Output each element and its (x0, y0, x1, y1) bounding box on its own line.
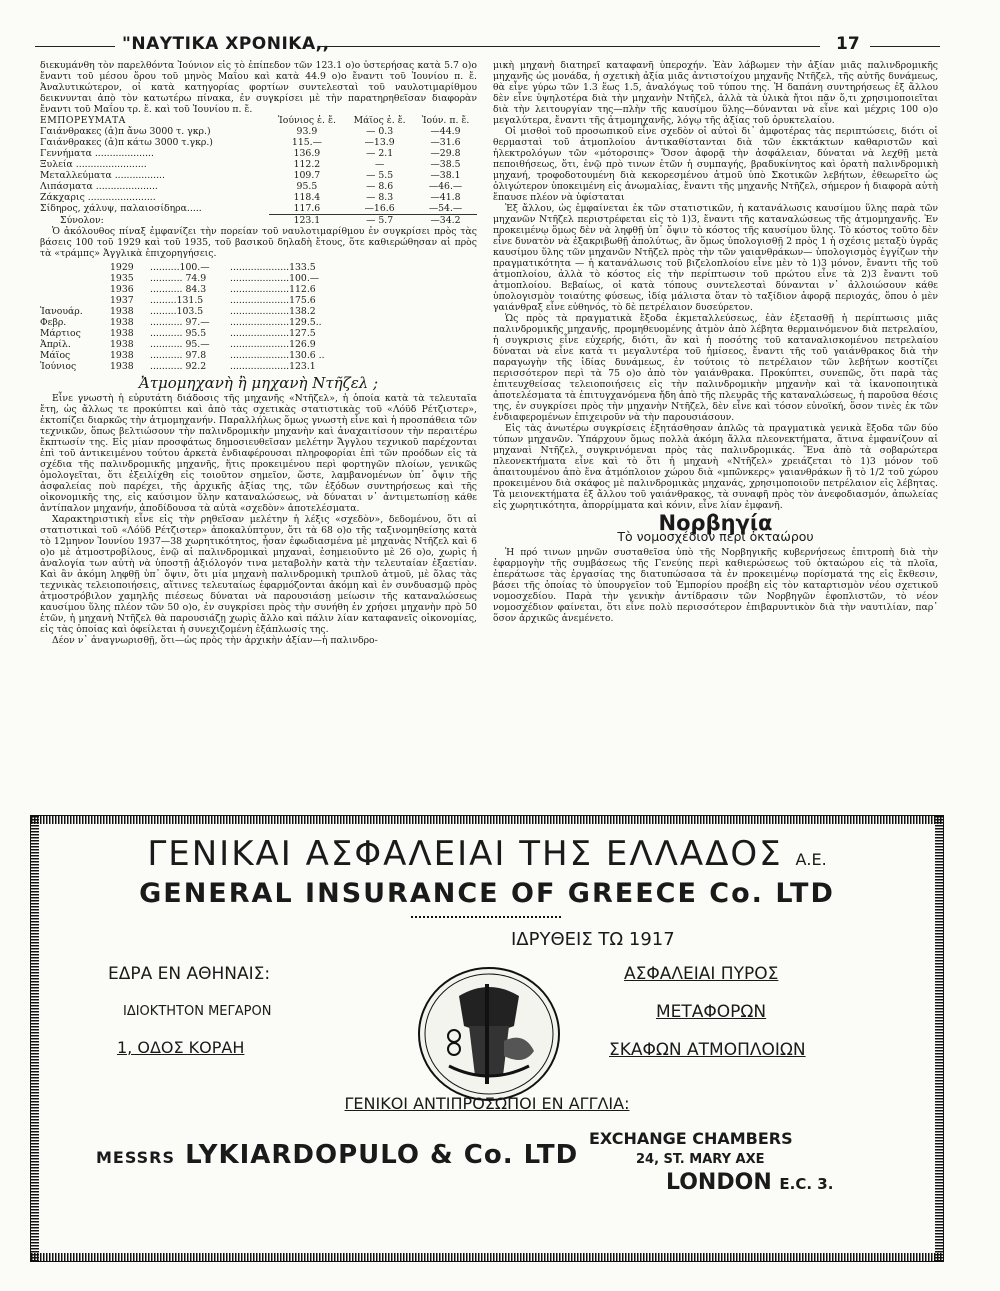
index-cell: 1938 (110, 306, 134, 317)
table-header-cell: Μάϊος ἐ. ἔ. (353, 115, 406, 126)
table-cell: — 5.5 (366, 170, 394, 181)
norway-heading: Νορβηγία (658, 511, 773, 535)
ad-steamship-insurance: ΣΚΑΦΩΝ ΑΤΜΟΠΛΟΙΩΝ (609, 1040, 806, 1060)
index-cell: ........... 92.2 (150, 361, 207, 372)
index-intro-paragraph: Ὁ ἀκόλουθος πίναξ ἐμφανίζει τὴν πορείαν τοῦ ναυλοτιμαρίθμου ἐν συγκρίσει πρὸς τὰς βάσεις 100 τοῦ 1929 καὶ τοῦ 1935, τοῦ βασικοῦ δηλαδὴ ἔτους, ὅτε καθιερώθησαν αἱ πρὸς τὰ «τράμπς» Ἀγγλικὰ ἐπιχορηγήσεις. (40, 226, 477, 259)
ad-city (666, 1170, 833, 1195)
index-cell: ........... 95.5 (150, 328, 207, 339)
table-header-row (40, 115, 477, 126)
insurance-advertisement (30, 815, 944, 1262)
table-cell: 112.2 (293, 159, 321, 170)
body-paragraph: Εἰς τὰς ἀνωτέρω συγκρίσεις ἐξητάσθησαν ἁπλῶς τὰ πραγματικὰ γενικὰ ἔξοδα τῶν δύο τύπων μηχανῶν. Ὑπάρχουν ὅμως πολλὰ ἀκόμη ἄλλα πλεονεκτήματα, ἅτινα ἐμφανίζουν αἱ μηχαναὶ Ντῆζελ, συγκρινόμεναι πρὸς τὰς παλινδρομικάς. Ἕνα ἀπὸ τὰ σοβαρώτερα πλεονεκτήματα εἶνε καὶ τὸ ὅτι ἡ μηχανὴ «Ντῆζελ» χρειάζεται τὸ 1)3 μόνον τοῦ ἀπαιτουμένου ἀπὸ ἕνα ἀτμόπλοιον χώρου διὰ «μπῶνκερς» γαιανθράκων ἢ τὸ 1/2 τοῦ χώρου προκειμένου διὰ σκάφος μὲ παλινδρομικὰς μηχανάς, χρησιμοποιοῦν πετρέλαιον εἰς λέβητας. Τὰ μειονεκτήματα ἐξ ἄλλου τοῦ γαιάνθρακος, τὰ συναφῆ πρὸς τὸν ἀνεφοδιασμόν, ἀπωλείας εἰς χωρητικότητα, ἀπορρίμματα καὶ κόνιν, εἶνε λίαν ἐμφανῆ. (493, 423, 938, 511)
index-cell: ........... 97.8 (150, 350, 207, 361)
index-cell: ....................175.6 (230, 295, 316, 306)
table-cell: —31.6 (430, 137, 461, 148)
section-heading: Ἀτμομηχανὴ ἢ μηχανὴ Ντῆζελ ; (138, 374, 379, 392)
index-cell (40, 295, 110, 306)
norway-subheading: Τὸ νομοσχέδιον περὶ ὀκταώρου (617, 529, 814, 544)
table-cell: Σύνολον: (60, 214, 104, 226)
table-cell: Μεταλλεύματα ................. (40, 170, 165, 181)
ad-seat: ΕΔΡΑ ΕΝ ΑΘΗΝΑΙΣ: (108, 964, 271, 984)
table-cell: —34.2 (414, 215, 477, 227)
index-cell: ........... 95.— (150, 339, 210, 350)
table-cell: Γαιάνθρακες (ἀ)π ἄνω 3000 τ. γκρ.) (40, 126, 211, 137)
index-cell: 1936 (110, 284, 134, 295)
ad-title-greek-text: ΓΕΝΙΚΑΙ ΑΣΦΑΛΕΙΑΙ ΤΗΣ ΕΛΛΑΔΟΣ (147, 834, 783, 874)
index-cell: 1938 (110, 339, 134, 350)
index-cell: ....................112.6 (230, 284, 316, 295)
table-cell: 123.1 (269, 215, 346, 227)
ad-founded: ΙΔΡΥΘΕΙΣ ΤΩ 1917 (511, 929, 675, 950)
body-paragraph: Ὡς πρὸς τὰ πραγματικὰ ἔξοδα ἐκμεταλλεύσεως, ἐὰν ἐξετασθῇ ἡ περίπτωσις μιᾶς παλινδρομικῆς μηχανῆς, προμηθευομένης ἀτμὸν ἀπὸ λέβητα θερμαινόμενον διὰ πετρελαίου, ἡ συγκρισις εἶνε εὐχερής, διότι, ἂν καὶ ἡ ποσότης τοῦ καταναλισκομένου πετρελαίου δύναται νὰ εἶνε κατὰ τι μεγαλυτέρα τοῦ ἡμίσεος, ἔναντι τῆς τοῦ γαιάνθρακος διὰ τὴν παραγωγὴν τῆς ἰδίας δυνάμεως, ἐν τούτοις τὸ πετρέλαιον τῶν λεβήτων κοστίζει περισσότερον περὶ τὰ 75 ο)ο ἀπὸ τὸν γαιάνθρακα. Προκύπτει, συνεπῶς, ὅτι παρὰ τὰς ἐπιτευχθείσας τελειοποιήσεις εἰς τὴν παλινδρομικὴν μηχανὴν καὶ τὰ ἱκανοποιητικὰ ἀποτελέσματα τὰ ἐπιτυγχανόμενα ἤδη ἀπὸ τῆς πλευρᾶς τῆς καταναλώσεως, ἡ παροῦσα θέσις της, ἐν συγκρίσει πρὸς τὴν μηχανὴν Ντῆζελ, δὲν εἶνε καὶ τόσον εὐνοϊκή, ὅσον τινὲς ἐκ τῶν ἐνδιαφερομένων ἐπιχειροῦν νὰ τὴν παρουσιάσουν. (493, 313, 938, 423)
index-row (40, 306, 477, 317)
ad-firm (96, 1140, 578, 1170)
index-cell (40, 262, 110, 273)
table-cell: Ζάκχαρις ....................... (40, 192, 156, 203)
table-row (40, 170, 477, 181)
index-cell: 1935 (110, 273, 134, 284)
table-cell: 95.5 (296, 181, 318, 192)
body-paragraph: Δέον ν᾽ ἀναγνωρισθῇ, ὅτι—ὡς πρὸς τὴν ἀρχικὴν ἀξίαν—ἡ παλινδρο- (52, 635, 378, 646)
table-cell: — 8.3 (366, 192, 394, 203)
table-cell: —13.9 (364, 137, 395, 148)
table-cell: 118.4 (293, 192, 321, 203)
index-row (40, 328, 477, 339)
ad-firm-name: LYKIARDOPULO & Co. LTD (185, 1140, 579, 1170)
index-row (40, 361, 477, 372)
table-header-cell: Ἰούνιος ἐ. ἔ. (277, 115, 336, 126)
ad-border-bottom (31, 1253, 943, 1261)
index-cell: 1938 (110, 317, 134, 328)
freight-rates-table (40, 115, 477, 226)
index-cell: 1929 (110, 262, 134, 273)
freight-index-list (40, 262, 477, 372)
table-row (40, 203, 477, 215)
index-cell: ....................100.— (230, 273, 320, 284)
index-cell: Ἰανουάρ. (40, 306, 83, 317)
ad-fire-insurance: ΑΣΦΑΛΕΙΑΙ ΠΥΡΟΣ (624, 964, 779, 984)
table-row (40, 148, 477, 159)
table-row (40, 126, 477, 137)
index-cell: ....................123.1 (230, 361, 316, 372)
table-cell: — (374, 159, 385, 170)
freight-intro-paragraph: διεκυμάνθη τὸν παρελθόντα Ἰούνιον εἰς τὸ ἐπίπεδον τῶν 123.1 ο)ο ὑστερήσας κατὰ 5.7 ο)ο ἔναντι τοῦ μέσου ὅρου τοῦ μηνὸς Μαΐου καὶ κατὰ 44.9 ο)ο ἔναντι τοῦ Ἰουνίου π. ἔ. Ἀναλυτικώτερον, οἱ κατὰ κατηγορίας φορτίων συντελεσταὶ τοῦ ναυλοτιμαρίθμου δεικνυνται ἀπὸ τὸν κατωτέρω πίνακα, ἐν συγκρίσει μὲ τὴν παρατηρηθεῖσαν διαφορὰν ἔναντι τοῦ Μαΐου τρ. ἔ. καὶ τοῦ Ἰουνίου π. ἔ. (40, 60, 477, 115)
index-cell: 1937 (110, 295, 134, 306)
index-row (40, 295, 477, 306)
index-row (40, 262, 477, 273)
table-cell: — 5.7 (345, 215, 414, 227)
table-cell: — 2.1 (366, 148, 394, 159)
index-cell: ....................130.6 .. (230, 350, 325, 361)
table-cell: — 0.3 (366, 126, 394, 137)
index-cell: ....................138.2 (230, 306, 316, 317)
index-cell: ..........100.— (150, 262, 210, 273)
index-cell: 1938 (110, 350, 134, 361)
table-cell: 117.6 (293, 203, 321, 214)
ad-title-greek-suffix: Α.Ε. (795, 850, 827, 869)
table-cell: Σίδηρος, χάλυψ, παλαιοσίδηρα..... (40, 203, 202, 214)
table-cell: Λιπάσματα ..................... (40, 181, 158, 192)
index-cell: .........131.5 (150, 295, 204, 306)
table-total-row (40, 215, 477, 227)
ad-border-top (31, 816, 943, 824)
index-row (40, 339, 477, 350)
emblem-icon (409, 956, 569, 1106)
index-cell (40, 284, 110, 295)
ad-exchange: EXCHANGE CHAMBERS (589, 1129, 793, 1148)
index-cell: Ἰούνιος (40, 361, 77, 372)
ad-owned-building: ΙΔΙΟΚΤΗΤΟΝ ΜΕΓΑΡΟΝ (123, 1004, 272, 1019)
table-cell: Γαιάνθρακες (ἀ)π κάτω 3000 τ.γκρ.) (40, 137, 213, 148)
ad-agents (31, 1094, 943, 1113)
publication-title: "ΝΑΥΤΙΚΑ ΧΡΟΝΙΚΑ,, (122, 34, 330, 54)
index-cell: ........... 97.— (150, 317, 210, 328)
index-row (40, 284, 477, 295)
table-cell: 136.9 (293, 148, 321, 159)
table-row (40, 137, 477, 148)
table-cell: — 8.6 (366, 181, 394, 192)
index-cell: .........103.5 (150, 306, 204, 317)
table-cell: —54.— (428, 203, 463, 214)
table-cell: 93.9 (296, 126, 318, 137)
index-cell: 1938 (110, 328, 134, 339)
ad-address: 24, ST. MARY AXE (636, 1152, 765, 1167)
index-cell: ........... 74.9 (150, 273, 207, 284)
body-paragraph: Χαρακτηριστικὴ εἶνε εἰς τὴν ρηθεῖσαν μελέτην ἡ λέξις «σχεδὸν», δεδομένου, ὅτι αἱ στατιστικαὶ τοῦ «Λόϋδ Ρέτζιστερ» ἀποκαλύπτουν, ὅτι τὰ 68 ο)ο τῆς ταξινομηθείσης κατὰ τὸ 12μηνον Ἰουνίου 1937—38 χωρητικότητος, ἦσαν ἐφωδιασμένα μὲ μηχανὰς Ντῆζελ καὶ 6 ο)ο μὲ ἀτμοστροβίλους, ἐνῷ αἱ παλινδρομικαὶ μηχαναὶ, ἐσημειοῦντο μὲ 26 ο)ο, χωρὶς ἡ ἀναλογία των αὐτὴ νὰ ὑποστῇ ἀξιόλογόν τινα μεταβολὴν κατὰ τὴν τελευταίαν ἐξαετίαν. Καὶ ἂν ἀκόμη ληφθῇ ὑπ᾽ ὄψιν, ὅτι μία μηχανὴ παλινδρομικὴ τριπλοῦ ἀτμοῦ, μὲ ὅλας τὰς τεχνικὰς τελειοποιήσεις, αἵτινες τελευταίως ἐφαρμόζονται ἀκόμη καὶ ἐν συνδυασμῷ πρὸς ἀτμοστρόβιλον χαμηλῆς πιέσεως δύναται νὰ παρουσιάσῃ μείωσιν τῆς καταναλώσεως καυσίμου ὕλης πλέον τῶν 50 ο)ο, ἐν συγκρίσει πρὸς τὴν συνήθη ἐν χρήσει μηχανὴν πρὸ 50 ἐτῶν, ἡ μηχανὴ Ντῆζελ θὰ παρουσιάζῃ χωρὶς ἄλλο καὶ πάλιν λίαν καταφανεῖς οἰκονομίας, εἰς τὰς ὁποίας καὶ ὀφείλεται ἡ συνεχιζομένη ἐξάπλωσίς της. (40, 514, 477, 635)
table-cell: —44.9 (430, 126, 461, 137)
header-rule-middle (320, 46, 820, 47)
body-paragraph: Εἶνε γνωστὴ ἡ εὐρυτάτη διάδοσις τῆς μηχανῆς «Ντῆζελ», ἡ ὁποία κατὰ τὰ τελευταῖα ἔτη, ὡς ἄλλως τε προκύπτει καὶ ἀπὸ τὰς σχετικὰς στατιστικὰς τοῦ «Λόϋδ Ρέτζιστερ», ἐκτοπίζει διαρκῶς τὴν ἀτμομηχανήν. Παραλλήλως ὅμως γνωστὴ εἶνε καὶ ἡ προσπάθεια τῶν τεχνικῶν, ὅπως βελτιώσουν τὴν παλινδρομικὴν μηχανὴν καὶ ἀναχαιτίσουν τὴν περαιτέρω ἔκπτωσίν της. Εἰς μίαν προσφάτως δημοσιευθεῖσαν μελέτην Ἄγγλου τεχνικοῦ παρέχονται ἐπὶ τοῦ ἀντικειμένου τούτου ἀρκετὰ ἐνδιαφέρουσαι πληροφορίαι ἐπὶ τῶν προόδων εἰς τὰ σχέδια τῆς παλινδρομικῆς μηχανῆς, ἥτις προκειμένου περὶ φορτηγῶν πλοίων, γενικῶς ὁμολογεῖται, ὅτι ἐξειλίχθη εἰς τοιοῦτον σημεῖον, ὥστε, λαμβανομένων ὑπ᾽ ὄψιν τῆς ἀσφαλείας ποὺ παρέχει, τῆς ἀρχικῆς ἀξίας της, τῶν ἐξόδων συντηρήσεως καὶ τῆς οἰκονομικῆς της, εἰς καύσιμον ὕλην καταναλώσεως, νὰ δύναται ν᾽ ἀντιμετωπίσῃ κάθε ἀντίπαλον μηχανήν, ἀποδίδουσα τὰ αὐτὰ «σχεδὸν» ἀποτελέσματα. (40, 393, 477, 514)
table-cell: 115.— (291, 137, 322, 148)
index-cell: ....................129.5.. (230, 317, 322, 328)
left-column (40, 60, 477, 646)
body-paragraph: μικὴ μηχανὴ διατηρεῖ καταφανῆ ὑπεροχήν. Ἐὰν λάβωμεν τὴν ἀξίαν μιᾶς παλινδρομικῆς μηχανῆς ὡς μονάδα, ἡ σχετικὴ ἀξία μιᾶς ἀντιστοίχου μηχανῆς Ντῆζελ, τῆς αὐτῆς δυνάμεως, θὰ εἶνε γύρω τῶν 1.3 ἕως 1.5, ἀναλόγως τοῦ τύπου της. Ἡ δαπάνη συντηρήσεως ἐξ ἄλλου δὲν εἶνε ὑψηλοτέρα διὰ τὴν μηχανὴν Ντῆζελ, ἀλλὰ τὰ ὑλικὰ ἤτοι πᾶν ὅ,τι χρησιμοποιεῖται διὰ τὴν λειτουργίαν της—πλὴν τῆς καυσίμου ὕλης—δύνανται νὰ εἶνε καὶ μέχρις 100 ο)ο μεγαλύτερα, ἔναντι τῆς ἀτμομηχανῆς, λόγῳ τῆς ἀξίας τοῦ ὀρυκτελαίου. (493, 60, 938, 126)
ad-title-greek (31, 834, 943, 874)
body-paragraph: Ἡ πρό τινων μηνῶν συσταθεῖσα ὑπὸ τῆς Νορβηγικῆς κυβερνήσεως ἐπιτροπὴ διὰ τὴν ἐφαρμογὴν τῆς συμβάσεως τῆς Γενεύης περὶ καθιερώσεως τοῦ ὀκταώρου εἰς τὰ πλοῖα, ἐπεράτωσε τὰς ἐργασίας της διατυπώσασα τὰ ἐν προκειμένῳ πορίσματά της εἰς ἔκθεσιν, βάσει τῆς ὁποίας τὸ ὑπουργεῖον τοῦ Ἐμπορίου προέβη εἰς τὸν καταρτισμὸν νέου σχετικοῦ νομοσχεδίου. Παρὰ τὴν γενικὴν ἀντίδρασιν τῶν Νορβηγῶν ἐφοπλιστῶν, τὸ νέον νομοσχέδιον φαίνεται, ὅτι εἶνε πολὺ περισσότερον ἐπιβαρυντικὸν διὰ τὴν ναυτιλίαν, παρ᾽ ὅσον ἀρχικῶς ἀνεμένετο. (493, 547, 938, 624)
table-header-cell: Ἰούν. π. ἔ. (421, 115, 470, 126)
table-cell: —38.1 (430, 170, 461, 181)
table-header-cell: ΕΜΠΟΡΕΥΜΑΤΑ (40, 115, 126, 126)
ad-marine-insurance: ΜΕΤΑΦΟΡΩΝ (656, 1002, 767, 1022)
body-paragraph: Ἐξ ἄλλου, ὡς ἐμφαίνεται ἐκ τῶν στατιστικῶν, ἡ κατανάλωσις καυσίμου ὕλης παρὰ τῶν μηχανῶν Ντῆζελ περιστρέφεται εἰς τὸ 1)3, ἔναντι τῆς καταναλώσεως τῆς ἀτμομηχανῆς. Ἐν προκειμένῳ ὅμως δὲν νὰ ληφθῇ ὑπ᾽ ὄψιν τὸ κόστος τῆς καυσίμου ὕλης. Τὸ κόστος τοῦτο δὲν εἶνε δυνατὸν νὰ ἐξακριβωθῇ ἀπολύτως, ἂν ὅμως ὑπολογισθῇ 2 πρὸς 1 ἡ σχέσις μεταξὺ ὑγρᾶς καυσίμου ὕλης τῶν μηχανῶν Ντῆζελ πρὸς τὴν τῶν γαιανθράκων— ὑπολογισμὸς ἐγγίζων τὴν πραγματικότητα — ἡ κατανάλωσις τοῦ βιζελοπλοίου εἶνε μὲν τὸ 1)3 μόνον, ἔναντι τῆς τοῦ ἀτμοπλοίου, ἀλλὰ τὸ κόστος εἰς τὴν περίπτωσιν τοῦ πρώτου εἶνε τὰ 2)3 ἔναντι τοῦ ἀτμοπλοίου. Βεβαίως, οἱ κατὰ τόπους συντελεσταὶ δύνανται ν᾽ ἀλλοιώσουν κάθε ὑπολογισμὸν τοιαύτης φύσεως, ἰδίᾳ μάλιστα ὅταν τὸ ταξίδιον ἀφορᾷ περιοχάς, ὅπου ὁ μὲν γαιάνθραξ εἶνε εὐθηνός, τὸ δὲ πετρέλαιον δυσεύρετον. (493, 203, 938, 313)
index-cell: Ἀπρίλ. (40, 339, 71, 350)
table-row (40, 159, 477, 170)
table-cell: Ξυλεία ........................ (40, 159, 147, 170)
table-row (40, 192, 477, 203)
table-cell: 109.7 (293, 170, 321, 181)
ad-messrs: MESSRS (96, 1148, 176, 1167)
ad-separator (411, 916, 561, 918)
table-cell: —38.5 (430, 159, 461, 170)
index-cell: ....................127.5 (230, 328, 316, 339)
table-cell: Γεννήματα .................... (40, 148, 154, 159)
page-number: 17 (836, 34, 860, 54)
body-paragraph: Οἱ μισθοὶ τοῦ προσωπικοῦ εἶνε σχεδὸν οἱ αὐτοὶ δι᾽ ἀμφοτέρας τὰς περιπτώσεις, διότι οἱ θερμασταὶ τοῦ ἀτμοπλοίου ἀντικαθίστανται διὰ τῶν ἐκκτάκτων καθαριστῶν καὶ ἠλεκτρολόγων τῶν «μότορσιπς» Ὅσον ἀφορᾷ τὴν ἀσφάλειαν, δύναται νὰ λεχθῇ μετὰ πεποιθήσεως, ὅτι, ἐνῷ πρὸ τινων ἐτῶν ἡ συμπαγής, βραδυκίνητος καὶ ὁρατὴ παλινδρομικὴ μηχανή, τροφοδοτουμένη διὰ κεκορεσμένου ἀτμοῦ ὑπὸ Σκοτικῶν λεβήτων, ἐθεωρεῖτο ὡς ὀλιγώτερον ὑποκειμένη εἰς ἀνωμαλίας, ἔναντι τῆς μηχανῆς Ντῆζελ, σήμερον ἡ διαφορὰ αὐτὴ ἔπαυσε πλέον νὰ ὑφίσταται (493, 126, 938, 203)
index-cell (40, 273, 110, 284)
header-rule-left (35, 46, 115, 47)
index-cell: Φεβρ. (40, 317, 67, 328)
table-cell: —16.6 (364, 203, 395, 214)
table-cell: —29.8 (430, 148, 461, 159)
index-row (40, 273, 477, 284)
table-cell: —41.8 (430, 192, 461, 203)
table-row (40, 181, 477, 192)
index-cell: ....................133.5 (230, 262, 316, 273)
index-cell: Μάρτιος (40, 328, 81, 339)
right-column (493, 60, 938, 624)
table-cell: —46.— (428, 181, 463, 192)
ad-agents-text: ΓΕΝΙΚΟΙ ΑΝΤΙΠΡΟΣΩΠΟΙ ΕΝ ΑΓΓΛΙΑ: (344, 1094, 630, 1113)
header-rule-right (870, 46, 940, 47)
index-cell: Μάϊος (40, 350, 71, 361)
index-cell: ....................126.9 (230, 339, 316, 350)
index-row (40, 317, 477, 328)
index-cell: ........... 84.3 (150, 284, 207, 295)
ad-street: 1, ΟΔΟΣ ΚΟΡΑΗ (117, 1038, 245, 1057)
ad-title-english: GENERAL INSURANCE OF GREECE Co. LTD (139, 878, 835, 909)
ad-city-name: LONDON (666, 1170, 772, 1195)
index-cell: 1938 (110, 361, 134, 372)
index-row (40, 350, 477, 361)
ad-postcode: E.C. 3. (779, 1175, 834, 1193)
table-body (40, 126, 477, 215)
